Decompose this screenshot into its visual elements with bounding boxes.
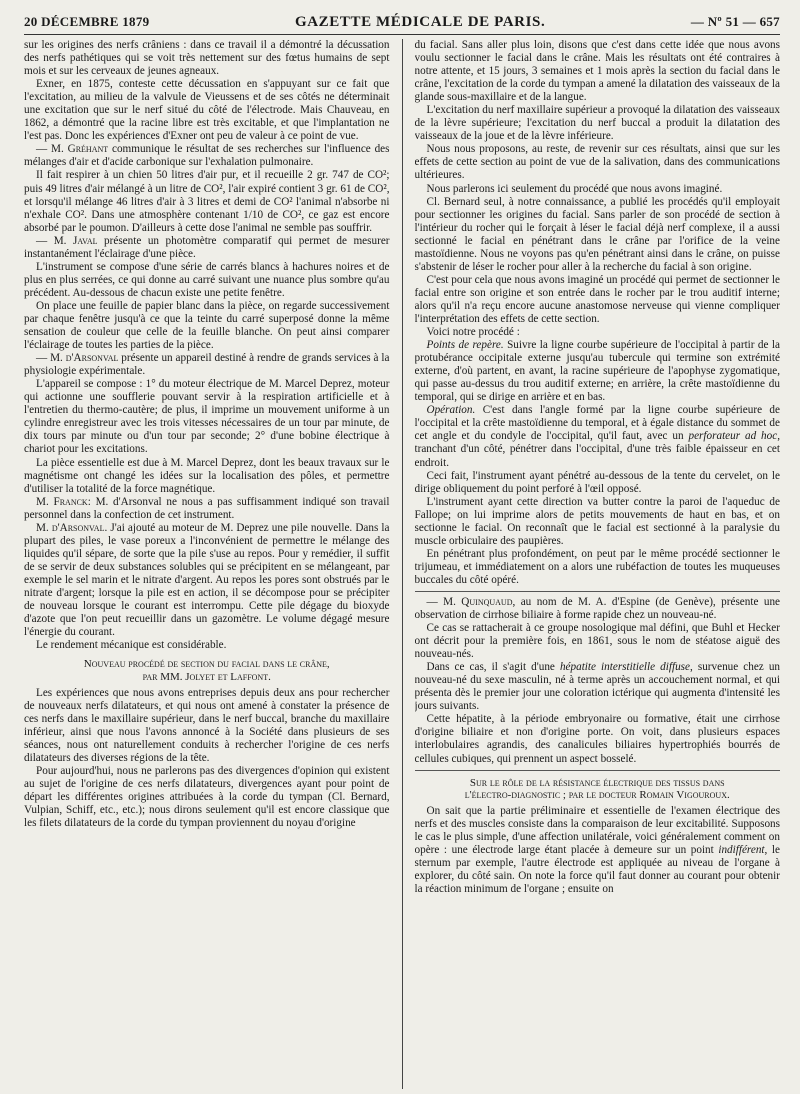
italic-term: hépatite interstitielle diffuse	[559, 661, 690, 674]
paragraph: Le rendement mécanique est considérable.	[36, 639, 227, 652]
paragraph: — M. Gréhant communique le résultat de ses recherches sur l'influence des mélanges d'air et d'acide carbonique sur l'exhalation pulmonaire.	[24, 143, 390, 169]
paragraph	[24, 522, 390, 639]
issue-date: 20 DÉCEMBRE 1879	[24, 14, 150, 29]
paragraph-text: communique le résultat de ses recherches sur l'influence des mélanges d'air et d'acide carbonique sur l'exhalation pulmonaire.	[24, 143, 390, 169]
paragraph: L'instrument se compose d'une série de carrés blancs à hachures noires et de plus en plus serrées, ce qui donne au carré suivant une nuance plus sombre qu'au précédent. Au-dessous de chacun existe une petite fenêtre.	[24, 260, 390, 299]
paragraph-text: présente un appareil destiné à rendre de grands services à la physiologie expérimentale.	[24, 352, 390, 378]
paragraph: L'excitation du nerf maxillaire supérieur a provoqué la dilatation des vaisseaux de la lèvre supérieure; l'excitation du nerf buccal a produit la dilatation des vaisseaux de la joue et de la lèvre inférieure.	[414, 104, 780, 143]
paragraph: — M. Quinquaud, au nom de M. A. d'Espine (de Genève), présente une observation de cirrhose biliaire à forme rapide chez un nouveau-né.	[414, 595, 780, 622]
paragraph-text: Dans ce cas, il s'agit d'une	[426, 661, 555, 674]
subheading: Points de repère.	[426, 339, 504, 352]
paragraph-text: présente un photomètre comparatif qui permet de mesurer instantanément l'éclairage d'une pièce.	[24, 234, 390, 260]
paragraph: Cette hépatite, à la période embryonaire ou formative, était une cirrhose d'origine biliaire et non d'origine porte. On voit, dans plusieurs espaces interlobulaires agrandis, des canalicules biliaires hypertrophiés bourrés de cellules cubiques, qui prennent un aspect bosselé.	[414, 713, 780, 765]
paragraph: Exner, en 1875, conteste cette décussation en s'appuyant sur ce fait que l'excitation, au milieu de la valvule de Vieussens et de ses côtés ne déterminait une excitation que sur le nerf situé du côté de l'électrode. Mais Chauveau, en 1862, a démontré que la racine libre est très excitable, et que l'implantation ne l'est pas. Donc les expériences d'Exner ont peu de valeur à ce point de vue.	[24, 78, 390, 143]
paragraph: L'appareil se compose : 1° du moteur électrique de M. Marcel Deprez, moteur qui actionne une soufflerie pouvant servir à la respiration artificielle et à l'entretien du thermo-cautère; de plus, il imprime un mouvement uniforme à un cylindre enregistreur avec les trois vitesses nécessaires de un tour par minute, de dix tours par minute ou d'un tour par seconde; 2° d'une bobine électrique à chariot pour les excitations.	[24, 378, 390, 456]
paragraph-text: C'est dans l'angle formé par la ligne courbe supérieure de l'occipital et la crête mastoïdienne du temporal, et à égale distance du sommet de cet angle et du condyle de l'occipital, qu'il faut, avec un	[414, 404, 780, 443]
italic-term: indifférent	[718, 844, 765, 857]
running-head	[24, 14, 780, 35]
section-title	[24, 658, 390, 684]
paragraph	[415, 339, 781, 404]
speaker-name: M. Quinquaud	[443, 595, 513, 608]
paragraph-text: , au nom de M. A. d'Espine (de Genève), présente une observation de cirrhose biliaire à forme rapide chez un nouveau-né.	[414, 595, 780, 622]
columns	[24, 39, 780, 1089]
paragraph-text: : M. d'Arsonval ne nous a pas suffisamment indiqué son travail personnel dans la confection de cet instrument.	[24, 495, 390, 521]
paragraph: En pénétrant plus profondément, on peut par le même procédé sectionner le trijumeau, et immédiatement on a alors une rubéfaction de toutes les muqueuses buccales du côté opéré.	[414, 547, 780, 586]
paragraph: — M. d'Arsonval présente un appareil destiné à rendre de grands services à la physiologie expérimentale.	[24, 352, 390, 378]
section-title	[415, 777, 781, 803]
right-column	[415, 39, 781, 1089]
paragraph: L'instrument ayant cette direction va butter contre la paroi de l'aqueduc de Fallope; on lui imprime alors de petits mouvements de haut en bas, et on sectionne le facial. On reconnaît que le facial est sectionné à la paralysie du muscle orbiculaire des paupières.	[414, 495, 780, 547]
paragraph-text: , survenue chez un nouveau-né du sexe masculin, né à terme après un accouchement normal, et qui présenta dès le premier jour une coloration ictérique qui augmenta d'intensité les jours suivants.	[414, 661, 780, 713]
speaker-name: M. Gréhant	[51, 143, 109, 156]
paragraph-text: Suivre la ligne courbe supérieure de l'occipital à partir de la protubérance occipitale externe jusqu'au tubercule qui termine son extrémité externe, d'où partent, en avant, la racine supérieure de l'apophyse zygomatique, qui passe au-dessus du trou auditif externe; en arrière, la crête mastoïdienne du temporal, qui se dirige en arrière et en bas.	[414, 339, 780, 404]
paragraph: Voici notre procédé :	[426, 326, 520, 339]
paragraph: Pour aujourd'hui, nous ne parlerons pas des divergences d'opinion qui existent au sujet de l'origine de ces nerfs dilatateurs, divergences ayant pour point de départ les différentes origines attribuées à la corde du tympan (Cl. Bernard, Vulpian, Schiff, etc., etc.); nous dirons seulement qu'il est encore classique que les filets dilatateurs de la corde du tympan proviennent du noyau d'origine	[24, 765, 390, 830]
paragraph: sur les origines des nerfs crâniens : dans ce travail il a démontré la décussation des nerfs pathétiques qui se voit très nettement sur des fœtus humains de sept mois et sur les cerveaux de jeunes agneaux.	[24, 39, 390, 78]
paragraph: Les expériences que nous avons entreprises depuis deux ans pour rechercher de nouveaux nerfs dilatateurs, et qui nous ont amené à constater la présence de ces nerfs dans le maxillaire supérieur, dans le nerf buccal, branche du maxillaire inférieur, ainsi que nous l'avons annoncé à la Société dans plusieurs de ses séances, nous ont naturellement conduits à rechercher l'origine de ces nerfs dilatateurs des diverses régions de la tête.	[24, 686, 390, 765]
section-title-line: Sur le rôle de la résistance électrique des tissus dans	[469, 776, 725, 789]
paragraph	[24, 496, 390, 522]
separator-rule	[415, 591, 781, 592]
paragraph: C'est pour cela que nous avons imaginé un procédé qui permet de sectionner le facial entre son origine et son entrée dans le rocher par le trou auditif interne; alors qu'il n'a reçu encore aucune anastomose nerveuse qui vienne compliquer l'interprétation des effets de cette section.	[414, 273, 780, 325]
paragraph-text: . J'ai ajouté au moteur de M. Deprez une pile nouvelle. Dans la plupart des piles, le vase poreux a l'inconvénient de permettre le mélange des liquides qu'il sépare, de sorte que la pile s'use au repos. Pour y remédier, il suffit de se servir de deux substances solubles qui se précipitent en se mélangeant, par exemple le sel marin et le nitrate d'argent. Au repos les pores sont obstrués par le nitrate d'argent; lorsque la pile est en action, il se décompose pour se précipiter de nouveau lorsque le courant est interrompu. Cette pile dégage du bioxyde d'azote que l'on peut recueillir dans un gazomètre. Le volume dégagé mesure l'énergie du courant.	[24, 521, 390, 639]
speaker-name: M. Javal	[53, 234, 98, 247]
italic-term: perforateur ad hoc	[688, 430, 778, 443]
section-title-authors: par MM. Jolyet et Laffont.	[142, 671, 271, 683]
paragraph: Il fait respirer à un chien 50 litres d'air pur, et il recueille 2 gr. 747 de CO²; puis 49 litres d'air mélangé à un litre de CO², l'air expiré contient 3 gr. 61 de CO², et lorsqu'il mélange 46 litres d'air à 3 litres et demi de CO² l'animal n'absorbe ni n'exhale CO². Dans une atmosphère contenant 1/10 de CO², ce gaz est encore absorbé par le poumon. D'ailleurs à cette dose l'animal ne semble pas souffrir.	[24, 169, 390, 234]
column-divider	[402, 39, 403, 1089]
paragraph: Ceci fait, l'instrument ayant pénétré au-dessous de la tente du cervelet, on le dirige obliquement du point perforé à l'œil opposé.	[414, 469, 780, 495]
section-title-line: Nouveau procédé de section du facial dans le crâne,	[83, 658, 330, 671]
paragraph: La pièce essentielle est due à M. Marcel Deprez, dont les beaux travaux sur le magnétisme ont changé les idées sur la localisation des pôles, et permettre d'utiliser la totalité de la force magnétique.	[24, 456, 390, 495]
subheading: Opération.	[426, 404, 476, 417]
paragraph-text: On sait que la partie préliminaire et essentielle de l'examen électrique des nerfs et des muscles consiste dans la comparaison de leur excitabilité. Supposons le cas le plus simple, d'une affection unilatérale, voici généralement comment on opère : une électrode large étant placée à demeure sur un point	[414, 805, 780, 857]
left-column	[24, 39, 390, 1089]
speaker-name: M. d'Arsonval	[50, 352, 119, 365]
issue-page-number: — Nº 51 — 657	[690, 14, 780, 29]
paragraph: du facial. Sans aller plus loin, disons que c'est dans cette idée que nous avons voulu sectionner le facial dans le crâne. Mais les résultats ont été contraires à notre attente, et 15 jours, 3 semaines et 1 mois après la section du facial dans le crâne, l'excitation de la corde du tympan a amené la dilatation des vaisseaux de la glande sous-maxillaire et de la langue.	[414, 39, 780, 104]
speaker-name: M. Franck	[36, 495, 88, 508]
paragraph: Nous parlerons ici seulement du procédé que nous avons imaginé.	[426, 182, 723, 195]
paragraph-text: , tranchant d'un côté, pénétrer dans l'occipital, d'une très faible épaisseur en cet endroit.	[414, 430, 780, 469]
paragraph	[415, 805, 781, 896]
separator-rule	[415, 770, 781, 771]
paragraph: — M. Javal présente un photomètre comparatif qui permet de mesurer instantanément l'éclairage d'une pièce.	[24, 234, 390, 260]
paragraph: Nous nous proposons, au reste, de revenir sur ces résultats, ainsi que sur les effets de cette section au point de vue de la salivation, dans des communications ultérieures.	[414, 143, 780, 182]
speaker-name: M. d'Arsonval	[36, 521, 105, 534]
journal-title: GAZETTE MÉDICALE DE PARIS.	[294, 14, 546, 30]
paragraph: Ce cas se rattacherait à ce groupe nosologique mal défini, que Buhl et Hecker ont décrit pour la première fois, en 1861, sous le nom de stéatose aiguë des nouveau-nés.	[414, 622, 780, 661]
paragraph	[415, 661, 781, 713]
paragraph: On place une feuille de papier blanc dans la pièce, on regarde successivement par chaque fenêtre jusqu'à ce que la teinte du carré superposé donne la même sensation de couleur que celle de la feuille blanche. On peut ainsi comparer l'éclairage de toutes les parties de la pièce.	[24, 299, 390, 352]
paragraph: Cl. Bernard seul, à notre connaissance, a publié les procédés qu'il employait pour sectionner les origines du facial. Sans parler de son procédé de section à l'intérieur du rocher qui le forçait à léser le facial déjà nerf complexe, il a aussi sectionné le facial en pénétrant dans le crâne par l'orifice de la veine mastoïdienne. Nous ne voyons pas qu'en pénétrant ainsi dans le crâne, on puisse s'abstenir de léser le rocher pour aller à la recherche du facial à son origine.	[414, 195, 780, 273]
paragraph	[415, 404, 781, 469]
paragraph-text: , le sternum par exemple, l'autre électrode est appliquée au niveau de l'organe à explorer, du côté sain. On note la force qu'il faut donner au courant pour obtenir la réaction minimum de l'organe ; ensuite on	[414, 844, 780, 896]
section-title-authors: l'électro-diagnostic ; par le docteur Romain Vigouroux.	[464, 789, 730, 802]
